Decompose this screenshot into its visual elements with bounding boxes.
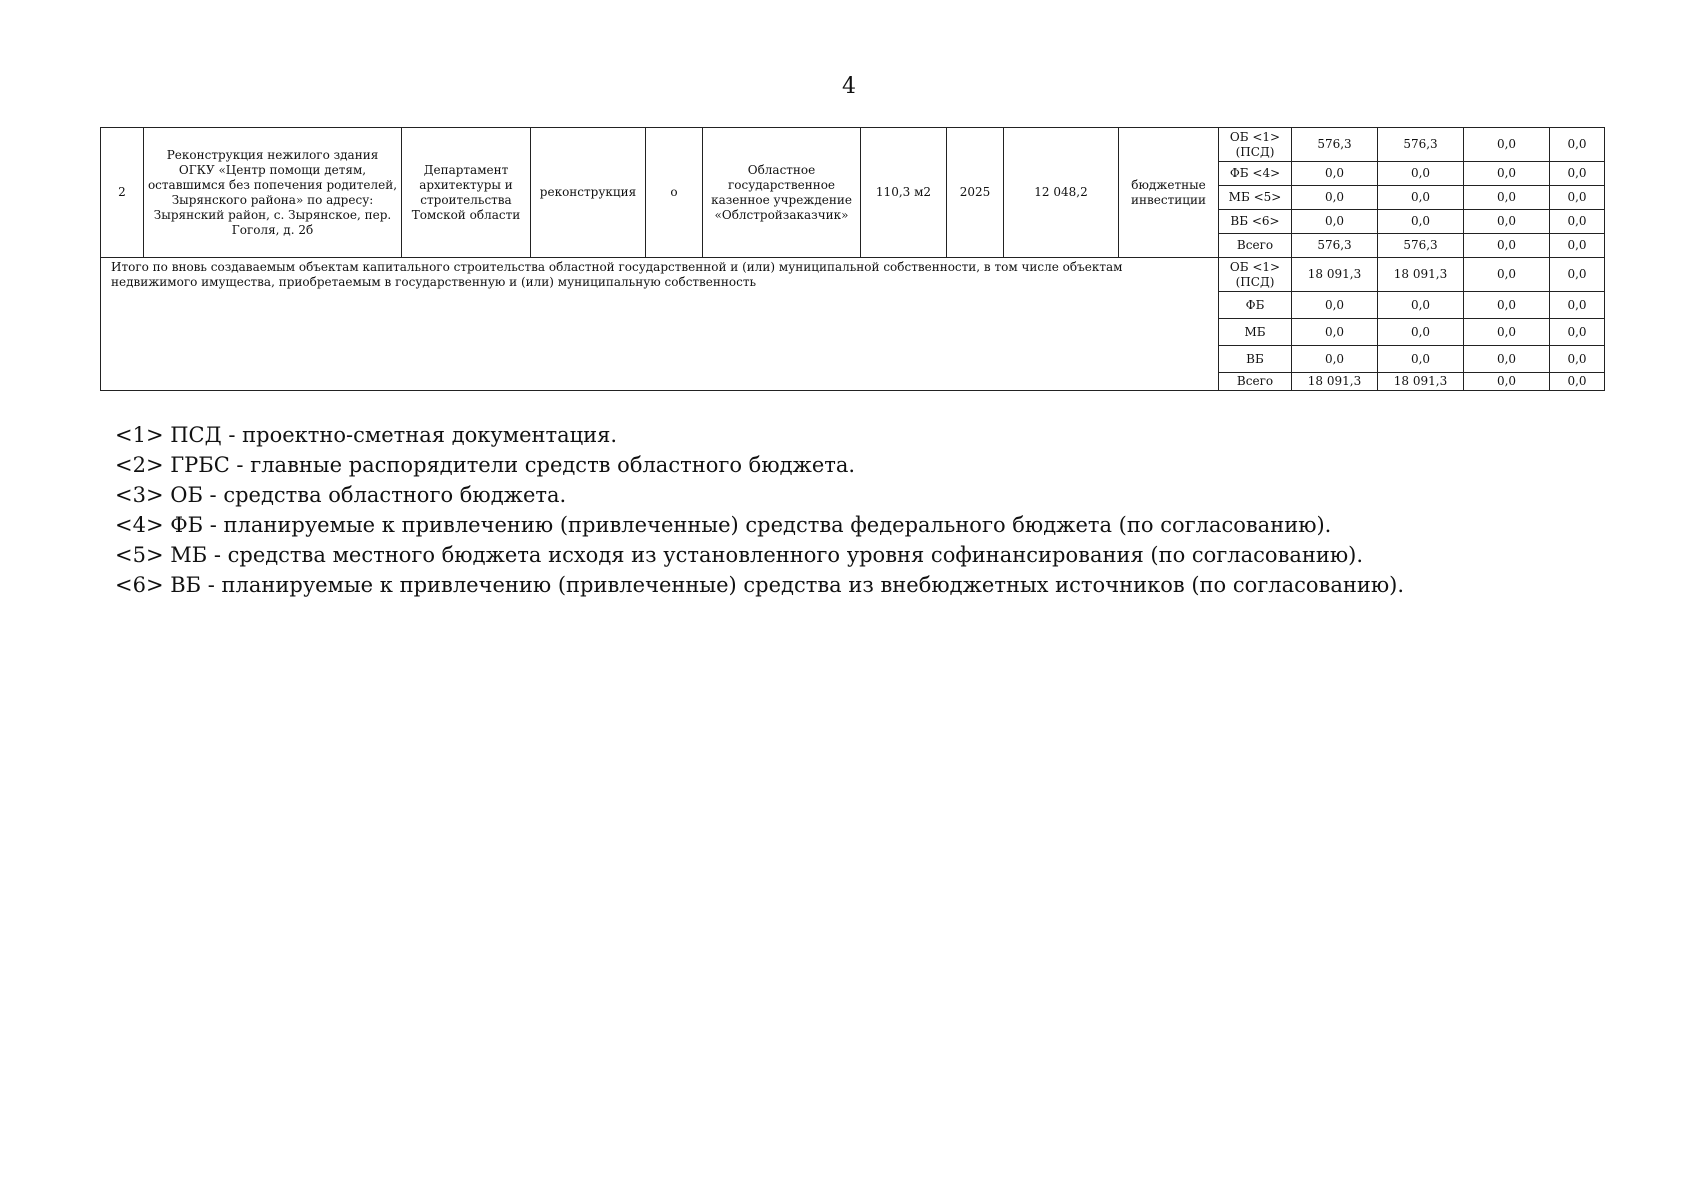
object-estimated-cost: 12 048,2 [1004,128,1119,258]
source-value: 0,0 [1464,162,1550,186]
source-value: 0,0 [1378,346,1464,373]
footnote-ob: <3> ОБ - средства областного бюджета. [115,483,567,507]
source-value: 0,0 [1550,162,1605,186]
source-value: 0,0 [1550,234,1605,258]
object-capacity: 110,3 м2 [861,128,947,258]
source-label: ФБ [1219,292,1292,319]
source-value: 0,0 [1464,346,1550,373]
source-value: 0,0 [1550,128,1605,162]
source-value: 0,0 [1292,292,1378,319]
source-value: 0,0 [1550,292,1605,319]
source-value: 576,3 [1378,128,1464,162]
source-value: 0,0 [1378,186,1464,210]
object-number: 2 [101,128,144,258]
source-value: 0,0 [1464,319,1550,346]
source-label: ВБ <6> [1219,210,1292,234]
source-value: 0,0 [1550,373,1605,391]
source-value: 0,0 [1378,162,1464,186]
source-value: 576,3 [1292,234,1378,258]
source-value: 0,0 [1292,319,1378,346]
object-customer: Областное государственное казенное учреждение «Облстройзаказчик» [703,128,861,258]
object-funding-form: бюджетные инвестиции [1119,128,1219,258]
footnote-psd: <1> ПСД - проектно-сметная документация. [115,423,618,447]
source-value: 0,0 [1464,373,1550,391]
source-label: ВБ [1219,346,1292,373]
object-work-type: реконструкция [531,128,646,258]
source-label: Всего [1219,373,1292,391]
source-value: 0,0 [1550,258,1605,292]
source-value: 576,3 [1378,234,1464,258]
source-value: 0,0 [1464,234,1550,258]
source-label: МБ [1219,319,1292,346]
footnote-mb: <5> МБ - средства местного бюджета исходя из установленного уровня софинансирования (по согласованию). [115,543,1364,567]
source-value: 18 091,3 [1292,258,1378,292]
source-value: 0,0 [1464,210,1550,234]
source-value: 0,0 [1464,258,1550,292]
source-label: МБ <5> [1219,186,1292,210]
object-year: 2025 [947,128,1004,258]
source-value: 0,0 [1292,210,1378,234]
source-value: 0,0 [1464,128,1550,162]
footnote-grbs: <2> ГРБС - главные распорядители средств областного бюджета. [115,453,856,477]
source-value: 0,0 [1378,292,1464,319]
object-row [101,128,1605,162]
source-value: 0,0 [1464,186,1550,210]
source-label: Всего [1219,234,1292,258]
footnote-fb: <4> ФБ - планируемые к привлечению (привлеченные) средства федерального бюджета (по согласованию). [115,513,1332,537]
source-value: 0,0 [1550,210,1605,234]
source-value: 0,0 [1550,319,1605,346]
source-value: 18 091,3 [1378,373,1464,391]
investment-table [100,127,1605,391]
source-value: 0,0 [1464,292,1550,319]
source-value: 0,0 [1378,210,1464,234]
object-mark: о [646,128,703,258]
source-value: 18 091,3 [1378,258,1464,292]
source-value: 0,0 [1550,186,1605,210]
source-label: ОБ <1> (ПСД) [1219,128,1292,162]
footnotes [115,420,1404,600]
source-label: ОБ <1> (ПСД) [1219,258,1292,292]
source-value: 0,0 [1292,162,1378,186]
source-label: ФБ <4> [1219,162,1292,186]
footnote-vb: <6> ВБ - планируемые к привлечению (привлеченные) средства из внебюджетных источников (по согласованию). [115,573,1404,597]
source-value: 0,0 [1378,319,1464,346]
source-value: 0,0 [1292,186,1378,210]
source-value: 0,0 [1550,346,1605,373]
source-value: 576,3 [1292,128,1378,162]
total-row [101,258,1605,292]
total-description: Итого по вновь создаваемым объектам капитального строительства областной государственной и (или) муниципальной собственности, в том числе объектам недвижимого имущества, приобретаемым в государственную и (или) муниципальную собственность [101,258,1219,391]
object-grbs: Департамент архитектуры и строительства Томской области [402,128,531,258]
source-value: 18 091,3 [1292,373,1378,391]
page-number: 4 [842,74,856,99]
object-name: Реконструкция нежилого здания ОГКУ «Центр помощи детям, оставшимся без попечения родителей, Зырянского района» по адресу: Зырянский район, с. Зырянское, пер. Гоголя, д. 2б [144,128,402,258]
source-value: 0,0 [1292,346,1378,373]
